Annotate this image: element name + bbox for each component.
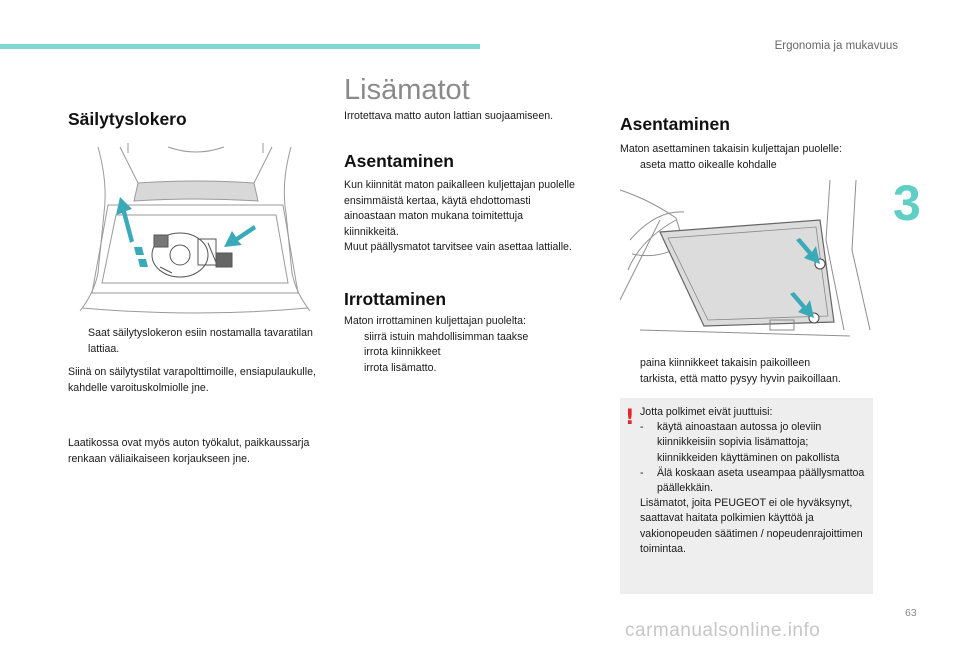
section-title: Ergonomia ja mukavuus bbox=[774, 40, 898, 52]
mats-intro: Irrotettava matto auton lattian suojaamiseen. bbox=[344, 110, 554, 122]
mats-title: Lisämatot bbox=[344, 74, 470, 106]
reinstall-title: Asentaminen bbox=[620, 114, 730, 134]
warning-icon: ! bbox=[625, 405, 635, 429]
trunk-drawing bbox=[68, 143, 321, 315]
install-title: Asentaminen bbox=[344, 151, 454, 171]
remove-step: irrota lisämatto. bbox=[364, 361, 437, 374]
remove-text bbox=[344, 314, 604, 376]
storage-bullet: Saat säilytyslokeron esiin nostamalla tavaratilan lattiaa. bbox=[68, 326, 323, 357]
install-text bbox=[344, 178, 579, 256]
header-accent-bar bbox=[0, 44, 480, 49]
warning-text bbox=[640, 405, 868, 557]
warning-box bbox=[620, 398, 873, 594]
storage-title: Säilytyslokero bbox=[68, 109, 187, 129]
remove-step: siirrä istuin mahdollisimman taakse bbox=[364, 330, 529, 343]
reinstall-step: tarkista, että matto pysyy hyvin paikoillaan. bbox=[640, 372, 841, 385]
warning-intro: Jotta polkimet eivät juuttuisi: bbox=[640, 406, 773, 418]
warning-outro: Lisämatot, joita PEUGEOT ei ole hyväksynyt, saattavat haitata polkimien käyttöä ja vakionopeuden säätimen / nopeudenrajoittimen toimintaa. bbox=[640, 497, 863, 555]
remove-step: irrota kiinnikkeet bbox=[364, 346, 441, 358]
chapter-number: 3 bbox=[893, 175, 921, 231]
reinstall-steps bbox=[620, 356, 882, 387]
push-arrow bbox=[224, 225, 256, 247]
trunk-storage-illustration bbox=[68, 143, 321, 315]
floor-mat-illustration bbox=[620, 180, 873, 338]
lift-arrow bbox=[116, 197, 148, 267]
reinstall-step: paina kiinnikkeet takaisin paikoilleen bbox=[640, 357, 811, 369]
reinstall-text bbox=[620, 142, 880, 173]
warning-item: - Älä koskaan aseta useampaa päällysmattoa päällekkäin. bbox=[640, 466, 865, 495]
watermark: carmanualsonline.info bbox=[625, 620, 821, 641]
page-number: 63 bbox=[905, 607, 917, 619]
floor-mat-drawing bbox=[620, 180, 873, 338]
remove-title: Irrottaminen bbox=[344, 289, 447, 309]
storage-para-1: Siinä on säilytystilat varapolttimoille, ensiapulaukulle, kahdelle varoituskolmiolle jne. bbox=[68, 366, 316, 394]
reinstall-intro: Maton asettaminen takaisin kuljettajan puolelle: bbox=[620, 143, 843, 155]
remove-intro: Maton irrottaminen kuljettajan puolelta: bbox=[344, 315, 526, 327]
warning-item: - käytä ainoastaan autossa jo oleviin kiinnikkeisiin sopivia lisämattoja; kiinnikkeiden käyttäminen on pakollista bbox=[640, 421, 840, 464]
install-text-2: Muut päällysmatot tarvitsee vain asettaa lattialle. bbox=[344, 241, 572, 253]
storage-para-2: Laatikossa ovat myös auton työkalut, paikkaussarja renkaan väliaikaiseen korjaukseen jne. bbox=[68, 437, 310, 465]
reinstall-step: aseta matto oikealle kohdalle bbox=[640, 158, 777, 171]
install-text-1: Kun kiinnität maton paikalleen kuljettajan puolelle ensimmäistä kertaa, käytä ehdottomasti ainoastaan maton mukana toimitettuja kiinnikkeitä. bbox=[344, 179, 575, 238]
bullet-marker bbox=[68, 326, 88, 357]
